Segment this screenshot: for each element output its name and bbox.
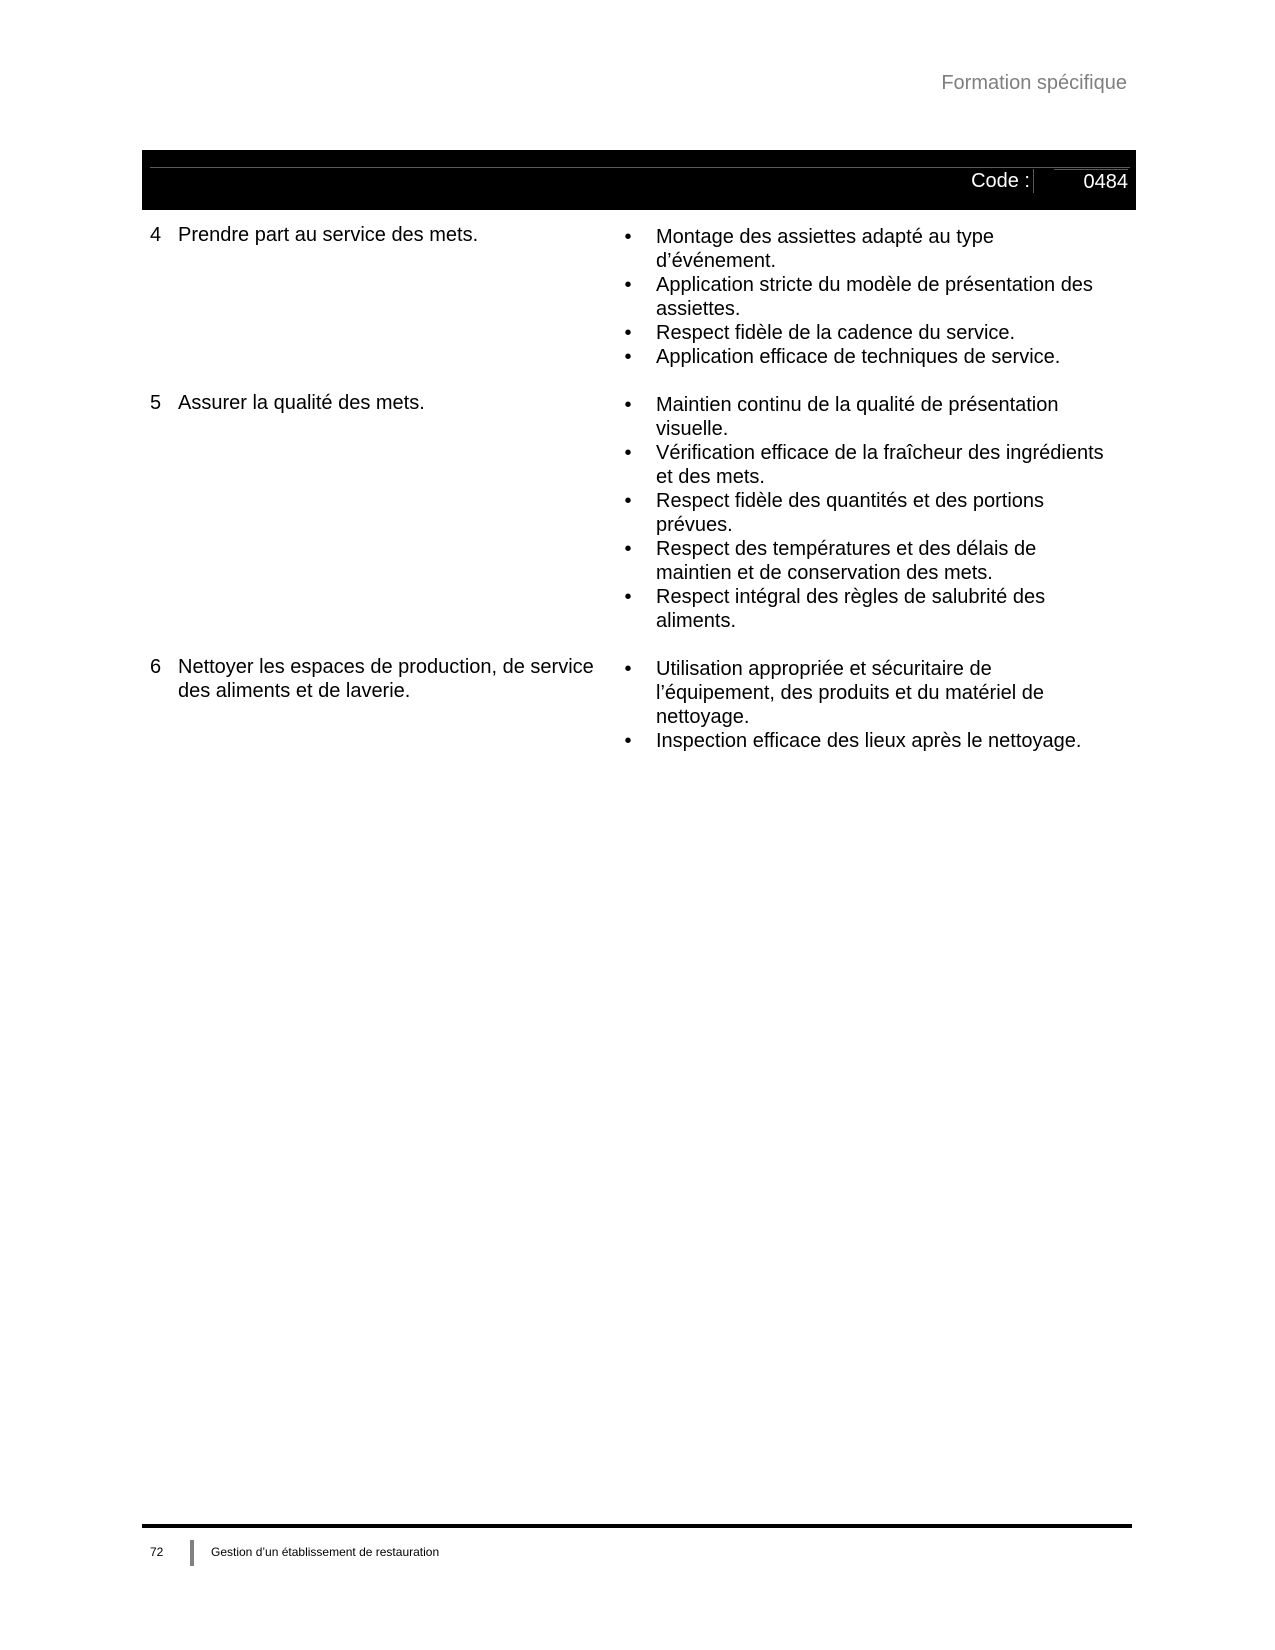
criterion-text: Application efficace de techniques de service. bbox=[656, 346, 1061, 368]
table-row bbox=[142, 655, 1132, 753]
criterion-text: Respect fidèle des quantités et des portions prévues. bbox=[656, 490, 1045, 536]
code-value: 0484 bbox=[1054, 169, 1129, 194]
footer-program-title: Gestion d’un établissement de restauration bbox=[211, 1545, 440, 1559]
criteria-list bbox=[618, 655, 1112, 753]
footer-separator bbox=[190, 1540, 194, 1566]
element-number: 5 bbox=[150, 392, 162, 414]
criterion-text: Application stricte du modèle de présentation des assiettes. bbox=[656, 274, 1093, 320]
element-text: Assurer la qualité des mets. bbox=[178, 392, 425, 414]
criteria-list bbox=[618, 223, 1112, 369]
code-label: Code : bbox=[971, 169, 1034, 193]
code-bar bbox=[142, 150, 1136, 210]
table-row bbox=[142, 223, 1132, 369]
bullet-icon: • bbox=[624, 490, 632, 512]
list-item bbox=[618, 657, 1112, 729]
list-item bbox=[618, 729, 1112, 753]
element-number: 6 bbox=[150, 656, 162, 678]
bullet-icon: • bbox=[624, 346, 632, 368]
criterion-text: Utilisation appropriée et sécuritaire de l’équipement, des produits et du matériel de nettoyage. bbox=[656, 658, 1045, 728]
bullet-icon: • bbox=[624, 226, 632, 248]
bullet-icon: • bbox=[624, 730, 632, 752]
competency-elements-table bbox=[142, 223, 1132, 775]
bullet-icon: • bbox=[624, 586, 632, 608]
criterion-text: Vérification efficace de la fraîcheur des ingrédients et des mets. bbox=[656, 442, 1104, 488]
criterion-text: Maintien continu de la qualité de présentation visuelle. bbox=[656, 394, 1059, 440]
footer-rule bbox=[142, 1524, 1132, 1528]
element-number: 4 bbox=[150, 224, 162, 246]
bullet-icon: • bbox=[624, 658, 632, 680]
list-item bbox=[618, 273, 1112, 321]
criterion-text: Respect intégral des règles de salubrité des aliments. bbox=[656, 586, 1046, 632]
bullet-icon: • bbox=[624, 538, 632, 560]
list-item bbox=[618, 345, 1112, 369]
code-bar-rule bbox=[150, 167, 1130, 168]
bullet-icon: • bbox=[624, 394, 632, 416]
table-row bbox=[142, 391, 1132, 633]
bullet-icon: • bbox=[624, 274, 632, 296]
page-number: 72 bbox=[150, 1545, 164, 1559]
bullet-icon: • bbox=[624, 442, 632, 464]
criterion-text: Inspection efficace des lieux après le nettoyage. bbox=[656, 730, 1082, 752]
list-item bbox=[618, 225, 1112, 273]
list-item bbox=[618, 393, 1112, 441]
list-item bbox=[618, 585, 1112, 633]
criteria-list bbox=[618, 391, 1112, 633]
running-header-title: Formation spécifique bbox=[941, 72, 1127, 94]
criterion-text: Respect des températures et des délais de maintien et de conservation des mets. bbox=[656, 538, 1037, 584]
list-item bbox=[618, 489, 1112, 537]
criterion-text: Montage des assiettes adapté au type d’événement. bbox=[656, 226, 995, 272]
element-text: Prendre part au service des mets. bbox=[178, 224, 479, 246]
list-item bbox=[618, 537, 1112, 585]
bullet-icon: • bbox=[624, 322, 632, 344]
criterion-text: Respect fidèle de la cadence du service. bbox=[656, 322, 1016, 344]
element-text: Nettoyer les espaces de production, de service des aliments et de laverie. bbox=[178, 656, 594, 702]
list-item bbox=[618, 441, 1112, 489]
list-item bbox=[618, 321, 1112, 345]
